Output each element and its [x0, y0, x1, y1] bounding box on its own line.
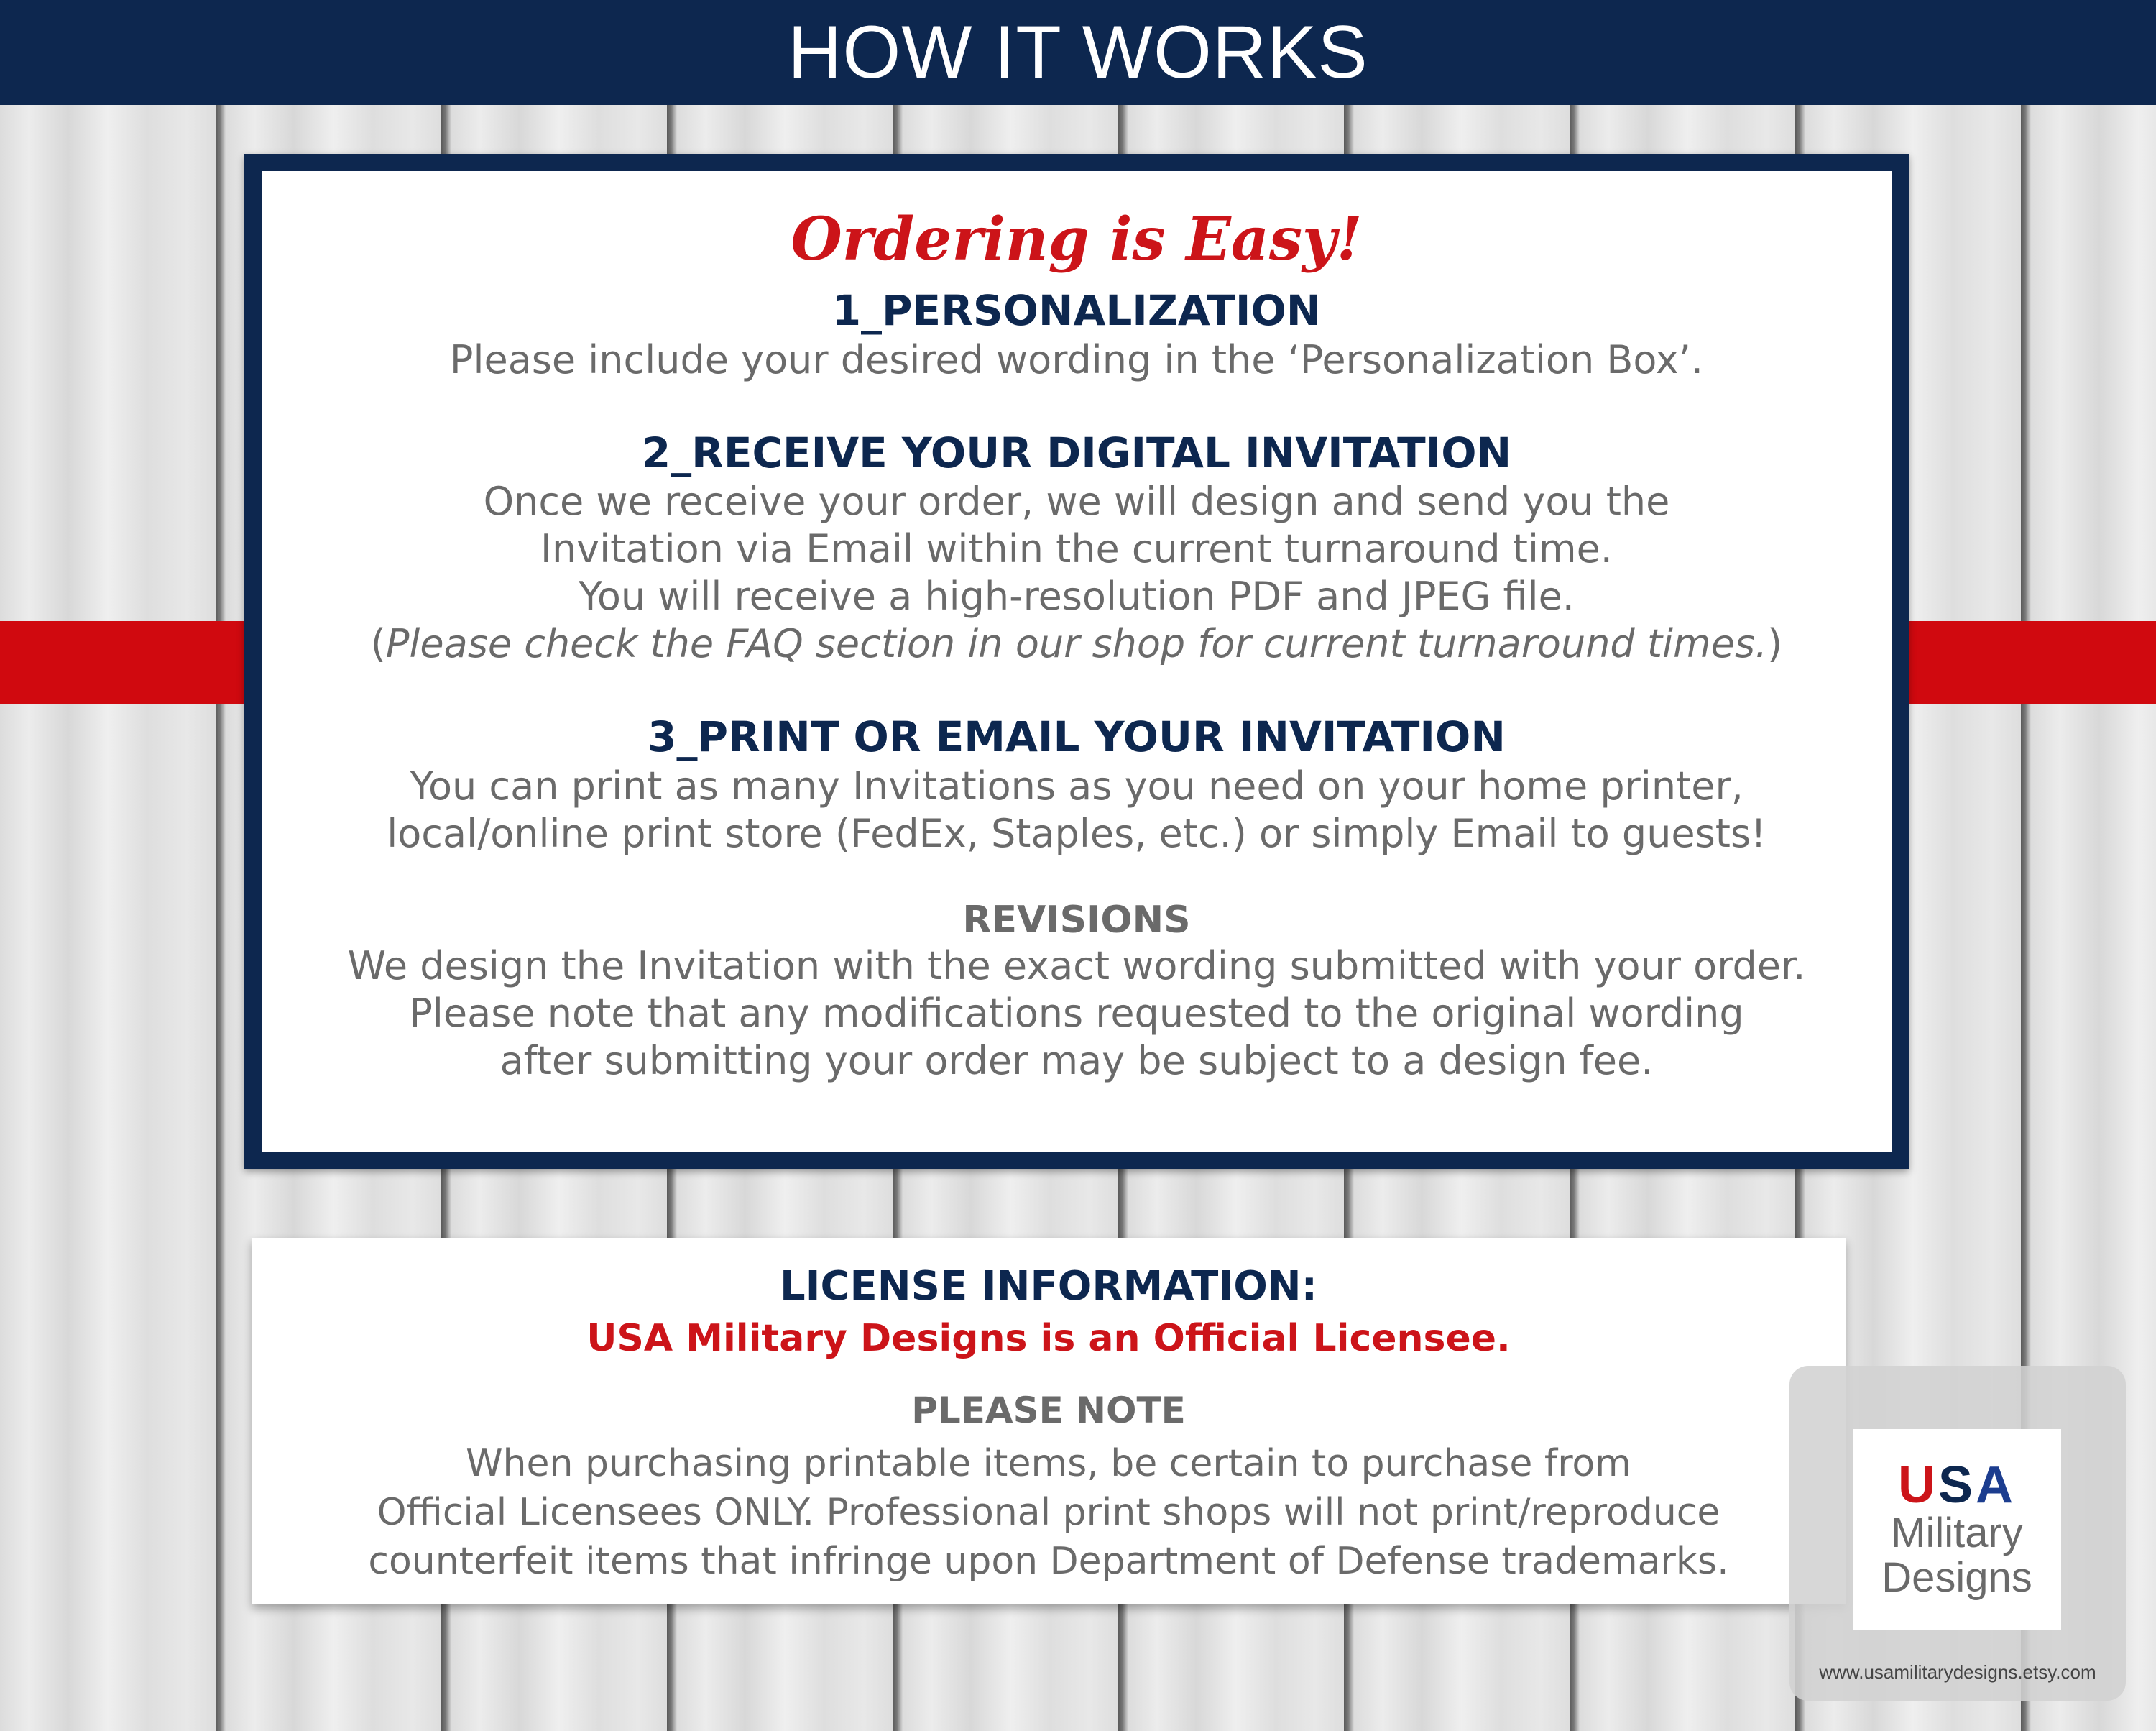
please-note-heading: PLEASE NOTE	[911, 1389, 1186, 1431]
step-body	[262, 478, 1892, 668]
logo-letter-u: U	[1897, 1456, 1938, 1514]
brand-logo-card	[1789, 1366, 2126, 1701]
brand-logo	[1853, 1429, 2061, 1630]
logo-line-military: Military	[1891, 1510, 2023, 1556]
step-personalization	[262, 286, 1892, 384]
logo-line-designs: Designs	[1881, 1554, 2032, 1601]
step-line: Invitation via Email within the current turnaround time.	[540, 526, 1613, 572]
license-heading: LICENSE INFORMATION:	[779, 1263, 1318, 1310]
step-heading: 3_PRINT OR EMAIL YOUR INVITATION	[648, 712, 1506, 762]
page-title: HOW IT WORKS	[788, 10, 1368, 94]
step-body	[262, 763, 1892, 858]
license-subheading: USA Military Designs is an Official Licensee.	[586, 1317, 1511, 1361]
turnaround-note: Please check the FAQ section in our shop for current turnaround times.	[385, 621, 1768, 667]
step-line: Please include your desired wording in the ‘Personalization Box’.	[449, 336, 1704, 382]
revisions-line: after submitting your order may be subject to a design fee.	[499, 1038, 1654, 1084]
ordering-card	[244, 154, 1909, 1169]
step-heading: 2_RECEIVE YOUR DIGITAL INVITATION	[641, 428, 1512, 477]
revisions-line: Please note that any modifications requested to the original wording	[409, 991, 1744, 1037]
step-note	[262, 620, 1892, 668]
revisions-section	[262, 898, 1892, 1085]
logo-letter-s: S	[1938, 1456, 1976, 1514]
revisions-heading: REVISIONS	[962, 899, 1191, 942]
step-line: local/online print store (FedEx, Staples, etc.) or simply Email to guests!	[387, 811, 1766, 857]
step-heading: 1_PERSONALIZATION	[831, 286, 1322, 336]
note-line: When purchasing printable items, be certain to purchase from	[466, 1441, 1631, 1485]
step-body	[262, 336, 1892, 384]
shop-url[interactable]: www.usamilitarydesigns.etsy.com	[1819, 1661, 2096, 1683]
please-note-body	[252, 1439, 1846, 1586]
revisions-body	[262, 942, 1892, 1085]
step-print	[262, 712, 1892, 858]
license-card	[252, 1238, 1846, 1604]
ordering-title: Ordering is Easy!	[791, 205, 1363, 274]
note-line: Official Licensees ONLY. Professional print shops will not print/reproduce	[377, 1490, 1720, 1534]
step-line: You can print as many Invitations as you need on your home printer,	[410, 763, 1743, 809]
step-line: You will receive a high-resolution PDF and JPEG file.	[579, 574, 1575, 620]
revisions-line: We design the Invitation with the exact wording submitted with your order.	[347, 943, 1806, 989]
step-receive	[262, 428, 1892, 669]
page-header	[0, 0, 2156, 105]
note-paren-close: )	[1767, 621, 1783, 667]
step-line: Once we receive your order, we will design and send you the	[483, 479, 1670, 525]
logo-letter-a: A	[1976, 1456, 2017, 1514]
note-line: counterfeit items that infringe upon Department of Defense trademarks.	[368, 1539, 1729, 1583]
ordering-card-inner	[262, 171, 1892, 1152]
note-paren-open: (	[370, 621, 386, 667]
logo-usa-text	[1853, 1456, 2061, 1514]
